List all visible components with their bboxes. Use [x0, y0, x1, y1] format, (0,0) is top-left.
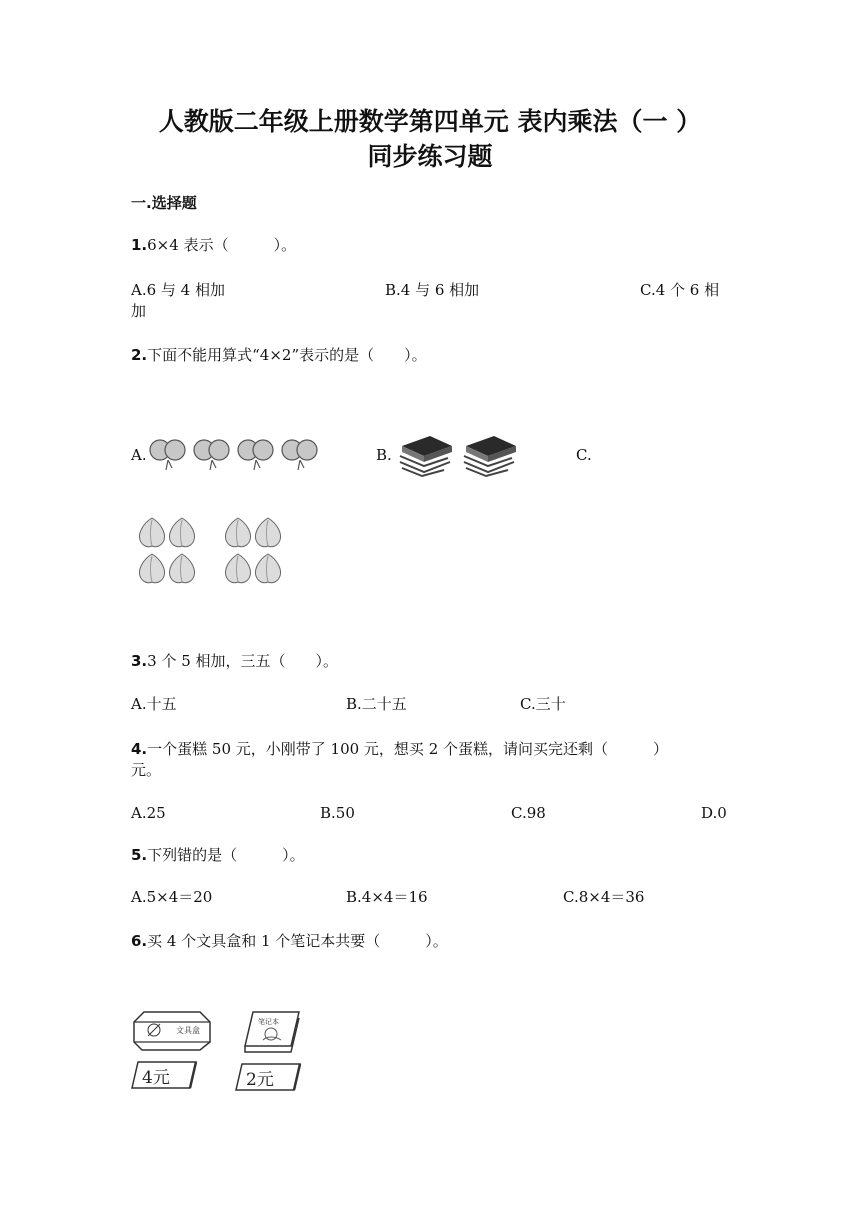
question-1	[131, 234, 731, 256]
q1-option-c-wrap: 加	[131, 302, 147, 320]
question-5	[131, 844, 731, 866]
q3-option-b[interactable]: B.二十五	[346, 695, 407, 713]
q5-option-b[interactable]: B.4×4＝16	[346, 888, 428, 906]
page-title: 人教版二年级上册数学第四单元 表内乘法（一 ）	[158, 107, 702, 136]
page-subtitle: 同步练习题	[367, 142, 493, 171]
pencil-case-icon	[130, 1008, 214, 1052]
section-heading: 一.选择题	[131, 194, 197, 212]
q1-option-b[interactable]: B.4 与 6 相加	[385, 281, 480, 299]
q4-option-d[interactable]: D.0	[701, 804, 727, 822]
svg-text:2元: 2元	[246, 1070, 274, 1090]
question-text: 一个蛋糕 50 元，小刚带了 100 元，想买 2 个蛋糕，请问买完还剩（ ）	[147, 740, 669, 758]
q4-option-b[interactable]: B.50	[320, 804, 355, 822]
books-illustration	[398, 432, 522, 480]
question-4	[131, 738, 731, 760]
question-text: 6×4 表示（ ）。	[147, 236, 297, 254]
question-number: 6.	[131, 932, 148, 950]
question-number: 3.	[131, 652, 148, 670]
svg-text:4元: 4元	[142, 1068, 170, 1088]
question-number: 2.	[131, 346, 148, 364]
q1-option-a[interactable]: A.6 与 4 相加	[131, 281, 225, 299]
price-tag-4	[130, 1060, 200, 1090]
q2-option-a[interactable]: A.	[131, 446, 147, 464]
q3-option-c[interactable]: C.三十	[520, 695, 566, 713]
notebook-icon	[243, 1008, 307, 1054]
question-text: 3 个 5 相加，三五（ ）。	[147, 652, 339, 670]
svg-text:文具盒: 文具盒	[176, 1026, 200, 1035]
question-text: 下面不能用算式“4×2”表示的是（ ）。	[147, 346, 427, 364]
question-2	[131, 344, 731, 366]
balloons-illustration	[150, 436, 330, 476]
peaches-illustration	[138, 514, 298, 586]
question-6	[131, 930, 731, 952]
q3-option-a[interactable]: A.十五	[131, 695, 177, 713]
question-number: 5.	[131, 846, 148, 864]
q1-option-c[interactable]: C.4 个 6 相	[640, 281, 720, 299]
q5-option-a[interactable]: A.5×4＝20	[131, 888, 213, 906]
q2-option-b[interactable]: B.	[376, 446, 392, 464]
q2-option-c[interactable]: C.	[576, 446, 592, 464]
q4-option-c[interactable]: C.98	[511, 804, 546, 822]
question-4-continued: 元。	[131, 761, 162, 779]
question-number: 4.	[131, 740, 148, 758]
question-3	[131, 650, 731, 672]
question-text: 下列错的是（ ）。	[147, 846, 305, 864]
question-text: 买 4 个文具盒和 1 个笔记本共要（ ）。	[147, 932, 448, 950]
q5-option-c[interactable]: C.8×4＝36	[563, 888, 645, 906]
svg-text:笔记本: 笔记本	[258, 1018, 279, 1026]
question-number: 1.	[131, 236, 148, 254]
price-tag-2	[234, 1062, 304, 1092]
q4-option-a[interactable]: A.25	[131, 804, 166, 822]
